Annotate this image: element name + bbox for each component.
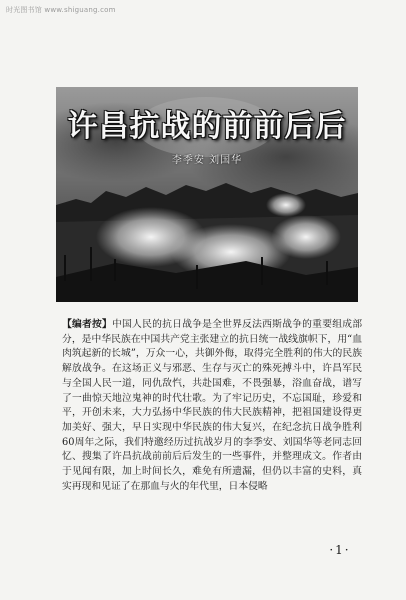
watermark: 时光图书馆 www.shiguang.com bbox=[6, 6, 116, 14]
header-photo bbox=[56, 87, 358, 302]
editor-note-text: 中国人民的抗日战争是全世界反法西斯战争的重要组成部分，是中华民族在中国共产党主张建立的抗日统一战线旗帜下，用“血肉筑起新的长城”，万众一心，共御外侮，取得完全胜利的伟大的民族解放战争。在这场正义与邪恶、生存与灭亡的殊死搏斗中，许昌军民与全国人民一道，同仇敌忾，共赴国难，不畏强暴，浴血奋战，谱写了一曲惊天地泣鬼神的时代壮歌。为了牢记历史，不忘国耻，珍爱和平，开创未来，大力弘扬中华民族的伟大民族精神，把祖国建设得更加美好、强大，早日实现中华民族的伟大复兴，在纪念抗日战争胜利60周年之际，我们特邀经历过抗战岁月的李季安、刘国华等老同志回忆、搜集了许昌抗战前前后后发生的一些事件，并整理成文。作者由于见闻有限，加上时间长久，难免有所遗漏，但仍以丰富的史料，真实再现和见证了在那血与火的年代里，日本侵略 bbox=[62, 319, 363, 492]
article-title: 许昌抗战的前前后后 bbox=[67, 109, 347, 144]
editor-note-tag: 【编者按】 bbox=[62, 319, 113, 330]
page-number: ·1· bbox=[329, 543, 351, 557]
article-body bbox=[62, 318, 362, 494]
article-authors: 李季安 刘国华 bbox=[171, 155, 243, 166]
